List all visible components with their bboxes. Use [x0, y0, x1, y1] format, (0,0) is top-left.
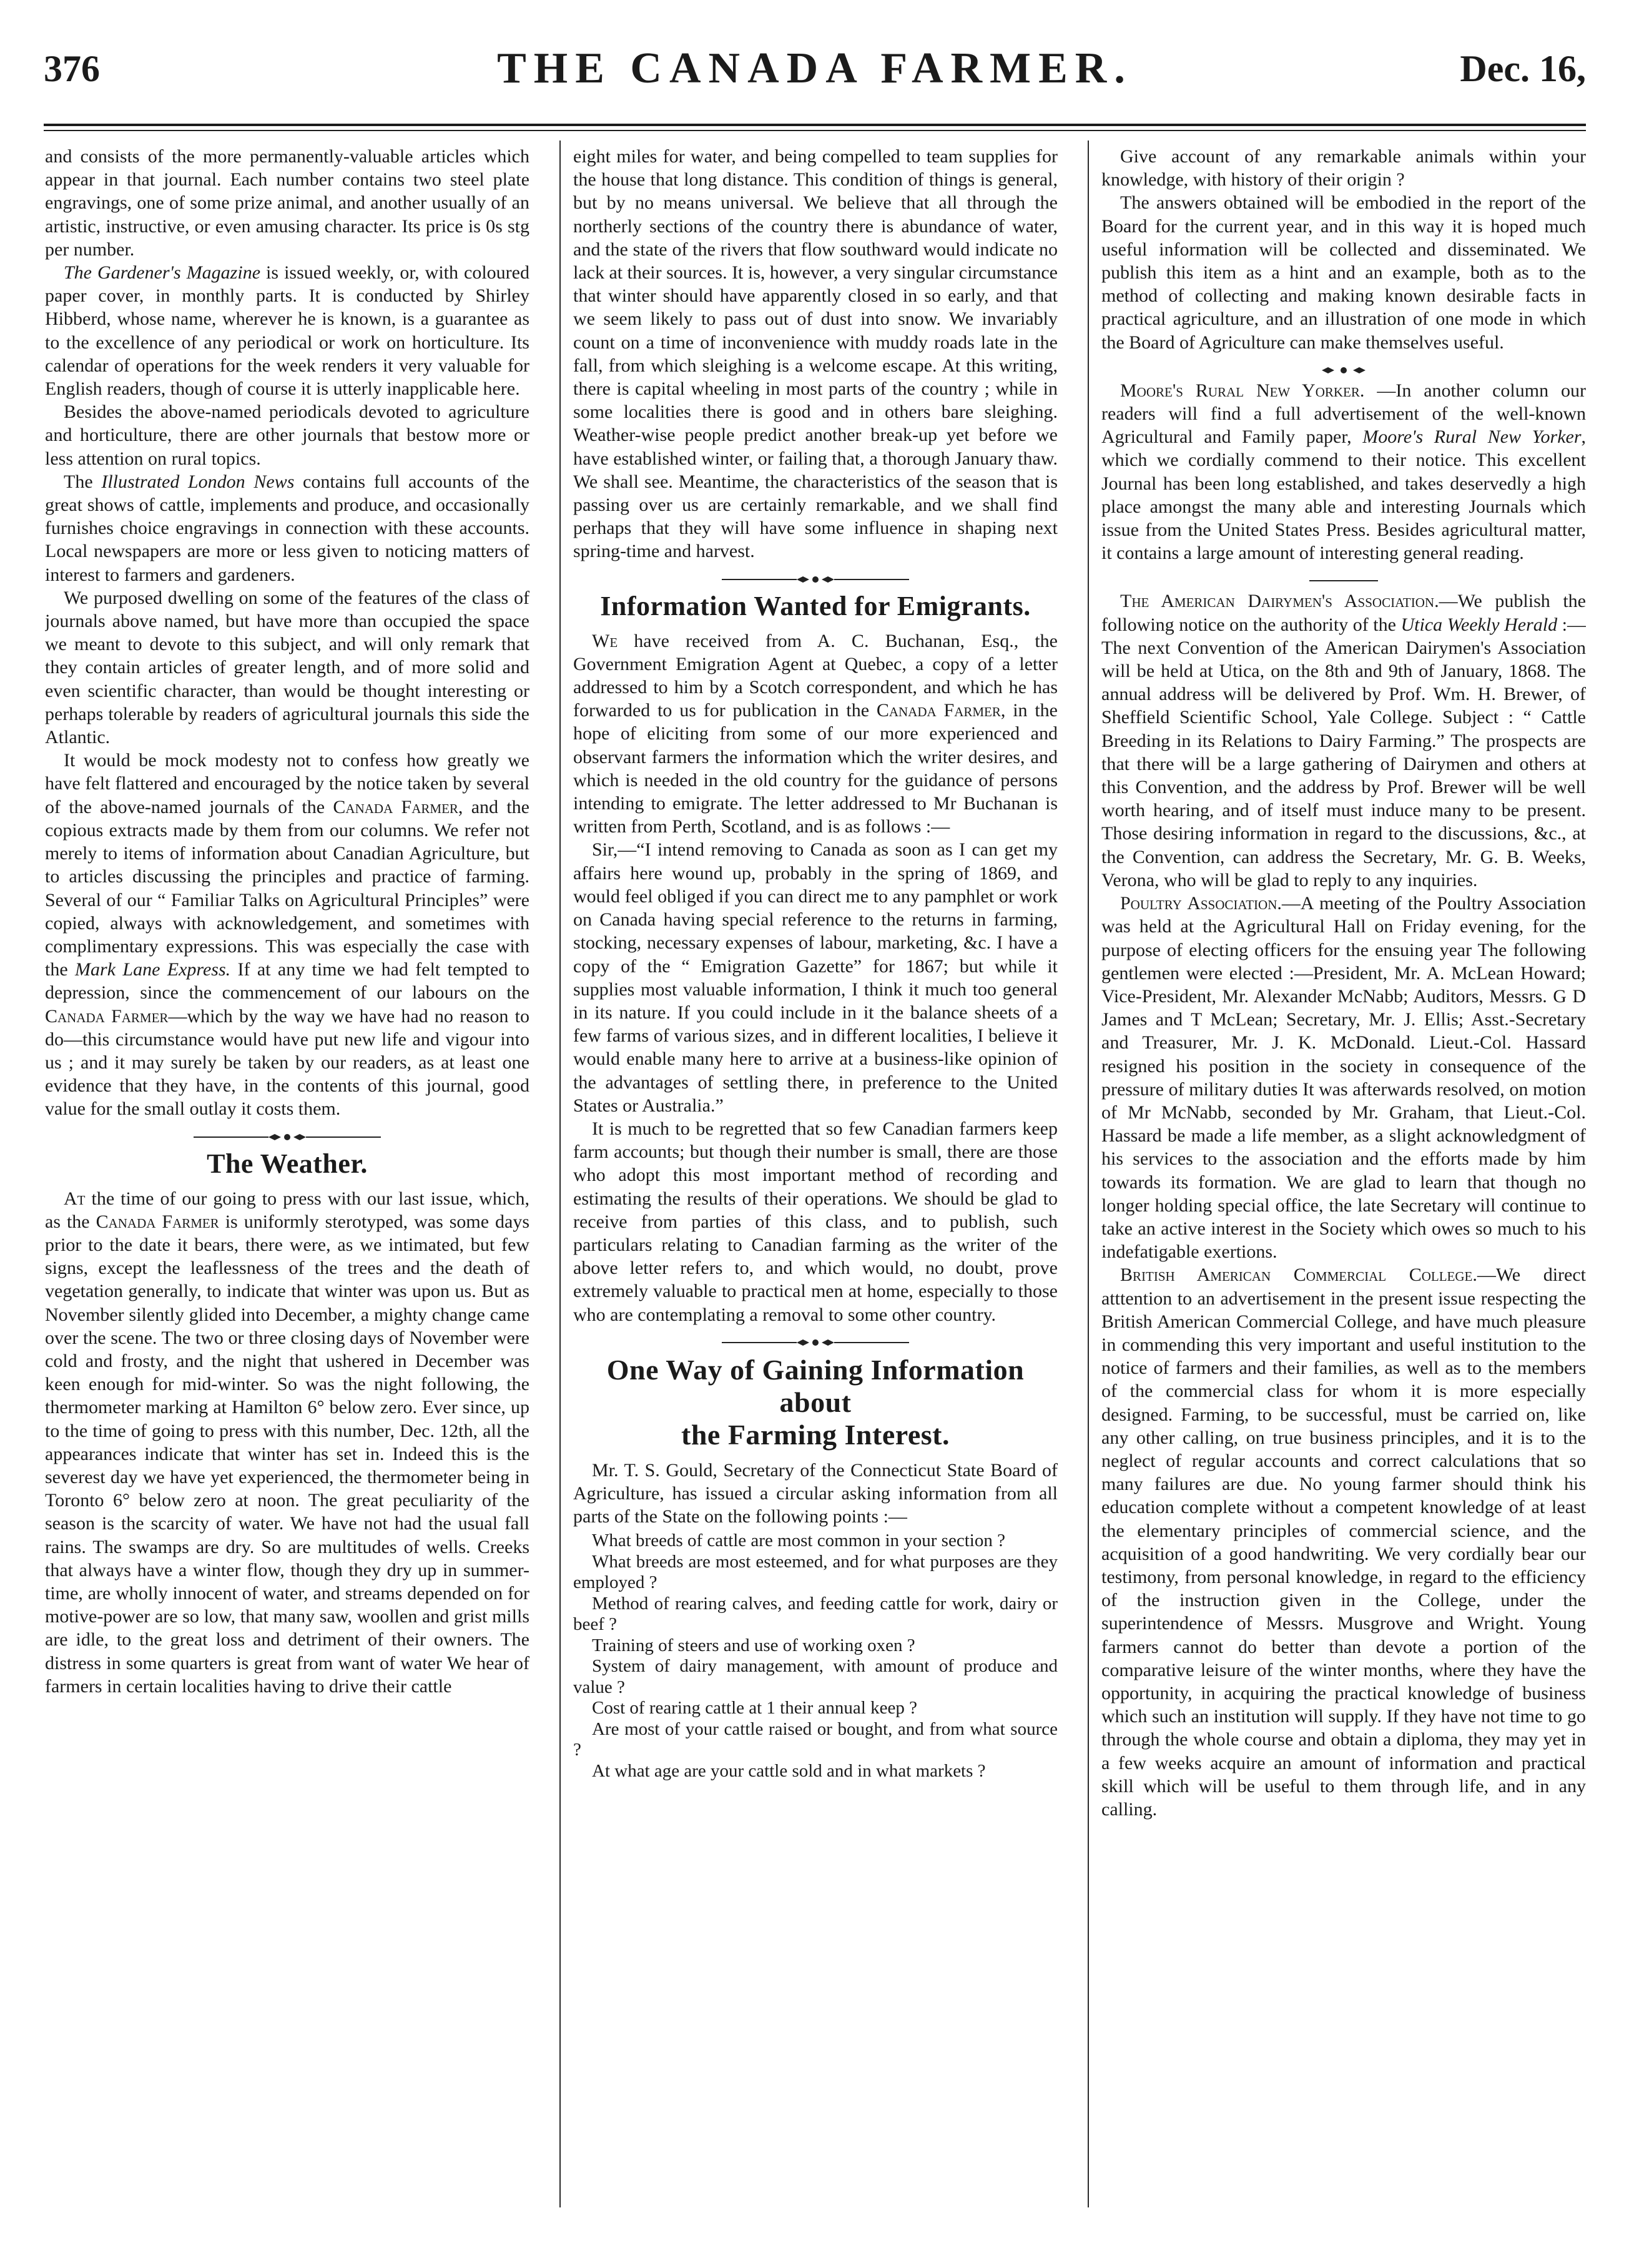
- paragraph: British American Commercial College.—We direct atttention to an advertisement in the present issue respecting the British American Commercial College, and have much pleasure in commending this very important and useful institution to the notice of farmers and their families, as well as to the members of the commercial class for whom it is more especially designed. Farming, to be successful, must be carried on, like any other calling, on true business principles, and it is to the neglect of regular accounts and correct calculations that so many failures are due. No young farmer should think his education complete without a competent knowledge of at least the elementary principles of commercial science, and the acquisition of a good handwriting. We very cordially bear our testimony, from personal knowledge, in regard to the efficiency of the instruction given in the College, under the superintendence of Messrs. Musgrove and Wright. Young farmers cannot do better than devote a portion of the comparative leisure of the winter months, where they have the opportunity, in acquiring the practical knowledge of business which such an institution will supply. If they have not time to go through the whole course and obtain a diploma, they may yet in a few weeks acquire an amount of information and practical skill which will be useful to them through life, and in any calling.: [1101, 1265, 1586, 1820]
- publication-title: Utica Weekly Herald: [1400, 614, 1558, 635]
- page-header: [44, 39, 1586, 107]
- item-heading: Moore's Rural New Yorker.: [1120, 380, 1365, 401]
- column-middle: [573, 145, 1058, 2212]
- masthead-title: THE CANADA FARMER.: [497, 44, 1133, 92]
- paragraph: Sir,—“I intend removing to Canada as soon as I can get my affairs here wound up, probably in the spring of 1869, and would feel obliged if you can direct me to any pamphlet or work on Canada having special reference to the returns in farming, stocking, necessary expenses of labour, marketing, &c. I have a copy of the “ Emigration Gazette” for 1867; but while it supplies most valuable information, I think it much too general in its nature. If you could include in it the balance sheets of a few farms of various sizes, and in different localities, I believe it would enable many here to arrive at a business-like opinion of the advantages of settling there, in preference to the United States or Australia.”: [573, 839, 1058, 1116]
- paragraph: Poultry Association.—A meeting of the Poultry Association was held at the Agricultural Hall on Friday evening, for the purpose of electing officers for the ensuing year The following gentlemen were elected :—President, Mr. A. McLean Howard; Vice-President, Mr. Alexander McNabb; Auditors, Messrs. G D James and T McLean; Secretary, Mr. J. Ellis; Asst.-Secretary and Treasurer, Mr. J. K. McDonald. Lieut.-Col. Hassard resigned his position in the society in consequence of the pressure of military duties It was afterwards resolved, on motion of Mr McNabb, seconded by Mr. Graham, that Lieut.-Col. Hassard be made a life member, as a slight acknowledgment of his services to the association and the efforts made by him towards its formation. We are glad to learn that though no longer holding special office, the late Secretary will continue to take an active interest in the Society which owes so much to his indefatigable exertions.: [1101, 893, 1586, 1263]
- list-item: System of dairy management, with amount of produce and value ?: [573, 1656, 1058, 1697]
- paragraph: At the time of our going to press with our last issue, which, as the Canada Farmer is uniformly sterotyped, was some days prior to the date it bears, there were, as we intimated, but few signs, except the leaflessness of the trees and the death of vegetation generally, to indicate that winter was upon us. But as November silently glided into December, a mighty change came over the scene. The two or three closing days of November were cold and frosty, and the night that ushered in December was keen enough for mid-winter. So was the night following, the thermometer marking at Hamilton 6° below zero. Ever since, up to the time of going to press with this number, Dec. 12th, all the appearances indicate that winter has set in. Indeed this is the severest day we have yet experienced, the thermometer being in Toronto 6° below zero at noon. The great peculiarity of the season is the scarcity of water. We have not had the usual fall rains. The swamps are dry. So are multitudes of wells. Creeks that always have a winter flow, though they dry up in summer-time, are wholly innocent of water, and streams depended on for motive-power are so low, that many saw, woollen and grist mills are idle, to the great loss and detriment of their owners. The distress in some quarters is great from want of water We hear of farmers in certain localities having to drive their cattle: [45, 1188, 529, 1697]
- section-heading-weather: The Weather.: [207, 1148, 368, 1179]
- list-item: Method of rearing calves, and feeding cattle for work, dairy or beef ?: [573, 1593, 1058, 1635]
- paragraph: It is much to be regretted that so few Canadian farmers keep farm accounts; but though their number is small, there are those who adopt this most important method of recording and estimating the results of their operations. We should be glad to receive from parties of this class, and to publish, such particulars relating to Canadian farming as the writer of the above letter refers to, and which would, no doubt, prove extremely valuable to practical men at home, especially to those who are contemplating a removal to some other country.: [573, 1118, 1058, 1325]
- paragraph: eight miles for water, and being compelled to team supplies for the house that long distance. This condition of things is general, but by no means universal. We believe that all through the northerly sections of the country there is abundance of water, and the state of the rivers that flow southward would indicate no lack at their sources. It is, however, a very singular circumstance that winter should have apparently closed in so early, and that we seem likely to pass out of dust into snow. We invariably count on a time of inconvenience with muddy roads late in the fall, from which sleighing is a welcome escape. At this writing, there is capital wheeling in most parts of the country ; while in some localities there is good and in others bare sleighing. Weather-wise people predict another break-up yet before we have established winter, or failing that, a thorough January thaw. We shall see. Meantime, the characteristics of the season that is passing over us are certainly remarkable, and we shall find perhaps that they will have some influence in shaping next spring-time and harvest.: [573, 146, 1058, 562]
- question-list: [573, 1531, 1058, 1782]
- paragraph: The answers obtained will be embodied in the report of the Board for the current year, and in this way it is hoped much useful information will be collected and disseminated. We publish this item as a hint and an example, both as to the method of collecting and making known desirable facts in practical agriculture, and an illustration of one mode in which the Board of Agriculture can make themselves useful.: [1101, 192, 1586, 353]
- section-heading-gaining-information: [573, 1354, 1058, 1451]
- paragraph: Besides the above-named periodicals devoted to agriculture and horticulture, there are other journals that bestow more or less attention on rural topics.: [45, 402, 529, 469]
- column-left: [45, 145, 529, 2212]
- publication-title: Canada Farmer: [876, 700, 1001, 721]
- item-heading: Poultry Association.: [1120, 893, 1282, 914]
- header-rule-thin: [44, 130, 1586, 131]
- item-heading: The American Dairymen's Association.: [1120, 591, 1439, 612]
- paragraph: The Illustrated London News contains full accounts of the great shows of cattle, implements and produce, and occasionally furnishes choice engravings in connection with these accounts. Local newspapers are more or less given to noticing matters of interest to farmers and gardeners.: [45, 471, 529, 585]
- paragraph: We have received from A. C. Buchanan, Esq., the Government Emigration Agent at Quebec, a copy of a letter addressed to him by a Scotch correspondent, and which he has forwarded to us for publication in the Canada Farmer, in the hope of eliciting from some of our more experienced and observant farmers the information which the writer desires, and which is needed in the old country for the guidance of persons intending to emigrate. The letter addressed to Mr Buchanan is written from Perth, Scotland, and is as follows :—: [573, 630, 1058, 837]
- column-right: [1101, 145, 1586, 2212]
- list-item: Are most of your cattle raised or bought, and from what source ?: [573, 1718, 1058, 1760]
- heading-line: One Way of Gaining Information about: [606, 1353, 1025, 1418]
- list-item: At what age are your cattle sold and in what markets ?: [592, 1760, 986, 1781]
- column-divider: [1088, 141, 1089, 2207]
- column-divider: [559, 141, 561, 2207]
- paragraph: We purposed dwelling on some of the features of the class of journals above named, but have more than occupied the space we meant to devote to this subject, and will only remark that they contain articles of greater length, and of more solid and even scientific character, than would be thought interesting or perhaps tolerable by readers of agricultural journals this side the Atlantic.: [45, 587, 529, 748]
- publication-title: Canada Farmer: [333, 796, 458, 817]
- paragraph: and consists of the more permanently-valuable articles which appear in that journal. Each number contains two steel plate engravings, one of some prize animal, and another usually of an artistic, instructive, or even amusing character. Its price is 0s stg per number.: [45, 146, 529, 260]
- list-item: What breeds are most esteemed, and for what purposes are they employed ?: [573, 1551, 1058, 1593]
- section-ornament: [722, 574, 909, 584]
- publication-title: Canada Farmer: [96, 1211, 219, 1232]
- item-heading: British American Commercial College.: [1120, 1265, 1477, 1286]
- publication-title: Mark Lane Express.: [75, 959, 231, 980]
- publication-title: Illustrated London News: [101, 471, 295, 492]
- list-item: Cost of rearing cattle at 1 their annual keep ?: [592, 1698, 917, 1718]
- paragraph: The Gardener's Magazine is issued weekly, or, with coloured paper cover, in monthly parts. It is conducted by Shirley Hibberd, whose name, wherever he is known, is a guarantee as to the excellence of any periodical or work on horticulture. Its calendar of operations for the week renders it very valuable for English readers, though of course it is utterly inapplicable here.: [45, 262, 529, 400]
- issue-date: Dec. 16,: [1460, 48, 1586, 89]
- section-ornament: [722, 1338, 909, 1348]
- publication-title: Moore's Rural New Yorker: [1362, 426, 1582, 448]
- paragraph: The American Dairymen's Association.—We publish the following notice on the authority of the Utica Weekly Herald :—The next Convention of the American Dairymen's Association will be held at Utica, on the 8th and 9th of January, 1868. The annual address will be delivered by Prof. Wm. H. Brewer, of Sheffield Scientific School, Yale College. Subject : “ Cattle Breeding in its Relations to Dairy Farming.” The prospects are that there will be a large gathering of Dairymen and others at this Convention, and the address by Prof. Brewer will be well worth hearing, and of itself must induce many to be present. Those desiring information in regard to the discussions, &c., at the Convention, can address the Secretary, Mr. G. B. Weeks, Verona, who will be glad to reply to any inquiries.: [1101, 591, 1586, 890]
- section-heading-emigrants: Information Wanted for Emigrants.: [600, 590, 1031, 621]
- publication-title: Canada Farmer: [45, 1005, 169, 1027]
- section-ornament: [1297, 576, 1390, 586]
- paragraph: Mr. T. S. Gould, Secretary of the Connecticut State Board of Agriculture, has issued a circular asking information from all parts of the State on the following points :—: [573, 1459, 1058, 1527]
- paragraph: Give account of any remarkable animals within your knowledge, with history of their origin ?: [1101, 146, 1586, 190]
- page-number: 376: [44, 48, 100, 89]
- list-item: What breeds of cattle are most common in your section ?: [592, 1531, 1005, 1551]
- header-rule-thick: [44, 124, 1586, 126]
- paragraph: Moore's Rural New Yorker. —In another column our readers will find a full advertisement of the well-known Agricultural and Family paper, Moore's Rural New Yorker, which we cordially commend to their notice. This excellent Journal has been long established, and takes deservedly a high place amongst the many able and interesting Journals which issue from the United States Press. Besides agricultural matter, it contains a large amount of interesting general reading.: [1101, 380, 1586, 564]
- heading-line: the Farming Interest.: [681, 1418, 950, 1451]
- section-ornament: [194, 1132, 381, 1142]
- paragraph: It would be mock modesty not to confess how greatly we have felt flattered and encouraged by the notice taken by several of the above-named journals of the Canada Farmer, and the copious extracts made by them from our columns. We refer not merely to items of information about Canadian Agriculture, but to articles discussing the principles and practice of farming. Several of our “ Familiar Talks on Agricultural Principles” were copied, always with acknowledgement, and sometimes with complimentary expressions. This was especially the case with the Mark Lane Express. If at any time we had felt tempted to depression, since the commencement of our labours on the Canada Farmer—which by the way we have had no reason to do—this circumstance would have put new life and vigour into us ; and it may surely be taken by our readers, as at least one evidence that they have, in the contents of this journal, good value for the small outlay it costs them.: [45, 750, 529, 1120]
- list-item: Training of steers and use of working oxen ?: [592, 1635, 915, 1655]
- section-ornament: [1297, 365, 1390, 375]
- publication-title: The Gardener's Magazine: [64, 262, 261, 284]
